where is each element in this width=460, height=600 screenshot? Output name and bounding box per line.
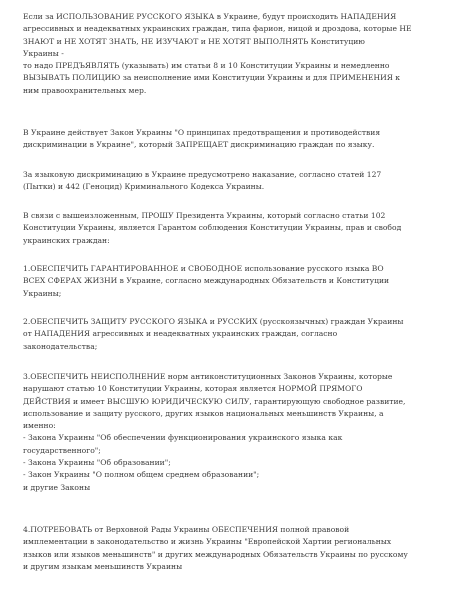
text-line: 3.ОБЕСПЕЧИТЬ НЕИСПОЛНЕНИЕ норм антиконституционных Законов Украины, которые xyxy=(23,372,393,381)
text-line: дискриминации в Украине", который ЗАПРЕЩАЕТ дискриминацию граждан по языку. xyxy=(23,140,375,150)
paragraph-item-4 xyxy=(23,524,433,573)
text-line: (Пытки) и 442 (Геноцид) Криминального Кодекса Украины. xyxy=(23,182,265,192)
paragraph-item-1 xyxy=(23,263,433,300)
text-line: ДЕЙСТВИЯ и имеет ВЫСШУЮ ЮРИДИЧЕСКУЮ СИЛУ, гарантирующую свободное развитие, xyxy=(23,396,406,406)
text-line: 4.ПОТРЕБОВАТЬ от Верховной Рады Украины ОБЕСПЕЧЕНИЯ полной правовой xyxy=(23,525,350,534)
paragraph-item-2 xyxy=(23,316,433,353)
paragraph-law xyxy=(23,127,433,152)
text-line: Конституции Украины, является Гарантом соблюдения Конституции Украины, прав и свобод xyxy=(23,223,402,233)
text-line: агрессивных и неадекватных украинских граждан, типа фарион, ницой и дроздова, которые НЕ xyxy=(23,24,412,34)
text-line: За языковую дискриминацию в Украине предусмотрено наказание, согласно статей 127 xyxy=(23,170,382,179)
text-line: украинских граждан: xyxy=(23,235,110,245)
text-line: законодательства; xyxy=(23,341,98,351)
text-line: - Закона Украины "Об образовании"; xyxy=(23,458,171,468)
text-line: Если за ИСПОЛЬЗОВАНИЕ РУССКОГО ЯЗЫКА в Украине, будут происходить НАПАДЕНИЯ xyxy=(23,12,397,21)
paragraph-punishment xyxy=(23,169,433,194)
text-line: и другие Законы xyxy=(23,482,91,492)
paragraph-request xyxy=(23,210,433,247)
text-line: 2.ОБЕСПЕЧИТЬ ЗАЩИТУ РУССКОГО ЯЗЫКА и РУССКИХ (русскоязычных) граждан Украины xyxy=(23,317,404,326)
text-line: ЗНАЮТ и НЕ ХОТЯТ ЗНАТЬ, НЕ ИЗУЧАЮТ и НЕ ХОТЯТ ВЫПОЛНЯТЬ Конституцию xyxy=(23,36,365,46)
text-line: Украины - xyxy=(23,48,64,58)
text-line: - Закона Украины "Об обеспечении функционирования украинского языка как xyxy=(23,433,343,443)
text-line: Украины; xyxy=(23,288,62,298)
text-line: В связи с вышеизложенным, ПРОШУ Президента Украины, который согласно статьи 102 xyxy=(23,211,386,220)
text-line: языков или языков меньшинств" и других международных Обязательств Украины по русскому xyxy=(23,549,408,559)
text-line: использование и защиту русского, других языков национальных меньшинств Украины, а xyxy=(23,408,384,418)
text-line: то надо ПРЕДЪЯВЛЯТЬ (указывать) им статьи 8 и 10 Конституции Украины и немедленно xyxy=(23,61,390,71)
text-line: ВЫЗЫВАТЬ ПОЛИЦИЮ за неисполнение ими Конституции Украины и для ПРИМЕНЕНИЯ к xyxy=(23,73,401,83)
text-line: и другим языкам меньшинств Украины xyxy=(23,561,183,571)
text-line: нарушают статью 10 Конституции Украины, которая является НОРМОЙ ПРЯМОГО xyxy=(23,384,363,394)
paragraph-intro xyxy=(23,11,433,97)
text-line: - Закон Украины "О полном общем среднем образовании"; xyxy=(23,470,260,480)
text-line: 1.ОБЕСПЕЧИТЬ ГАРАНТИРОВАННОЕ и СВОБОДНОЕ использование русского языка ВО xyxy=(23,264,384,273)
text-line: от НАПАДЕНИЯ агрессивных и неадекватных украинских граждан, согласно xyxy=(23,329,338,339)
text-line: имплементации в законодательство и жизнь Украины "Европейской Хартии региональных xyxy=(23,537,392,547)
paragraph-item-3 xyxy=(23,371,433,494)
text-line: В Украине действует Закон Украины "О принципах предотвращения и противодействия xyxy=(23,128,381,137)
text-line: ним правоохранительных мер. xyxy=(23,85,147,95)
text-line: государственного"; xyxy=(23,445,101,455)
text-line: именно: xyxy=(23,421,56,431)
text-line: ВСЕХ СФЕРАХ ЖИЗНИ в Украине, согласно международных Обязательств и Конституции xyxy=(23,276,390,286)
